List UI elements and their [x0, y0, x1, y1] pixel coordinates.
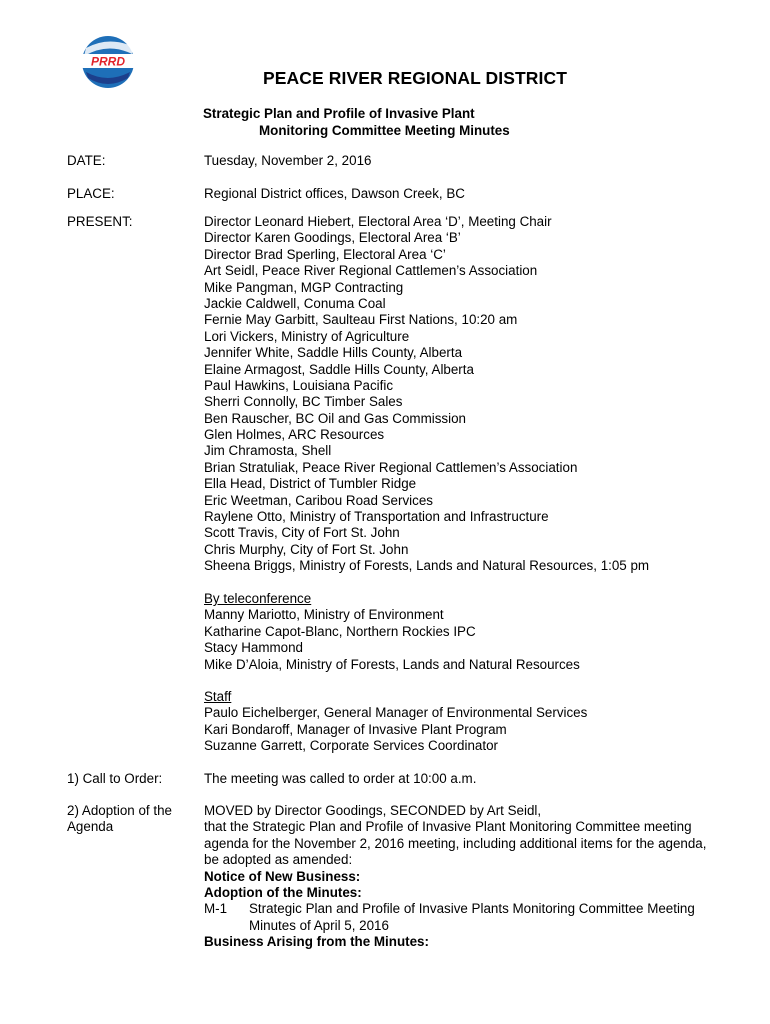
motion-text-line: be adopted as amended: [204, 852, 353, 868]
agenda-item-text: Strategic Plan and Profile of Invasive Plants Monitoring Committee Meeting [249, 901, 695, 917]
attendee: Raylene Otto, Ministry of Transportation and Infrastructure [204, 509, 549, 525]
teleconference-attendee: Katharine Capot-Blanc, Northern Rockies IPC [204, 623, 476, 639]
attendee: Jim Chramosta, Shell [204, 443, 332, 459]
business-arising-heading: Business Arising from the Minutes: [204, 934, 429, 950]
motion-moved: MOVED by Director Goodings, SECONDED by Art Seidl, [204, 803, 542, 818]
attendee: Ben Rauscher, BC Oil and Gas Commission [204, 410, 466, 426]
agenda-item-m1-continued [204, 918, 729, 934]
attendee: Eric Weetman, Caribou Road Services [204, 492, 433, 508]
date-value: Tuesday, November 2, 2016 [204, 153, 372, 168]
attendee: Sheena Briggs, Ministry of Forests, Lands and Natural Resources, 1:05 pm [204, 558, 650, 574]
teleconference-attendee: Manny Mariotto, Ministry of Environment [204, 607, 444, 623]
staff-member: Paulo Eichelberger, General Manager of Environmental Services [204, 705, 588, 721]
attendee: Sherri Connolly, BC Timber Sales [204, 394, 403, 410]
staff-member: Suzanne Garrett, Corporate Services Coordinator [204, 738, 498, 754]
adoption-label [67, 803, 172, 836]
new-business-heading: Notice of New Business: [204, 868, 361, 884]
staff-section [204, 689, 587, 755]
subtitle-line-2: Monitoring Committee Meeting Minutes [259, 123, 510, 138]
adoption-label-line-2: Agenda [67, 819, 114, 835]
teleconference-heading: By teleconference [204, 591, 312, 606]
attendee: Scott Travis, City of Fort St. John [204, 525, 400, 541]
adoption-minutes-heading: Adoption of the Minutes: [204, 884, 362, 900]
adoption-label-line-1: 2) Adoption of the [67, 803, 172, 818]
teleconference-section [204, 591, 580, 673]
agenda-item-m1 [204, 901, 729, 917]
prrd-logo [78, 34, 138, 90]
attendee: Elaine Armagost, Saddle Hills County, Alberta [204, 361, 474, 377]
date-label: DATE: [67, 153, 106, 168]
attendee: Ella Head, District of Tumbler Ridge [204, 476, 417, 492]
call-to-order-label: 1) Call to Order: [67, 771, 163, 786]
prrd-logo-graphic [78, 34, 138, 90]
adoption-motion [204, 803, 729, 951]
attendee: Director Brad Sperling, Electoral Area ‘C’ [204, 246, 446, 262]
logo-text: PRRD [90, 54, 126, 69]
attendee: Jennifer White, Saddle Hills County, Alberta [204, 345, 463, 361]
attendee: Brian Stratuliak, Peace River Regional Cattlemen’s Association [204, 459, 578, 475]
attendee: Mike Pangman, MGP Contracting [204, 279, 404, 295]
call-to-order-text: The meeting was called to order at 10:00 a.m. [204, 771, 477, 786]
motion-text-line: that the Strategic Plan and Profile of Invasive Plant Monitoring Committee meeting [204, 819, 692, 835]
subtitle-line-1: Strategic Plan and Profile of Invasive Plant [203, 106, 475, 121]
attendee: Lori Vickers, Ministry of Agriculture [204, 328, 410, 344]
place-value: Regional District offices, Dawson Creek, BC [204, 186, 465, 201]
attendee: Director Leonard Hiebert, Electoral Area ‘D’, Meeting Chair [204, 214, 552, 229]
present-label: PRESENT: [67, 214, 133, 229]
attendee: Paul Hawkins, Louisiana Pacific [204, 377, 394, 393]
agenda-item-number: M-1 [204, 901, 228, 917]
staff-heading: Staff [204, 689, 232, 704]
present-list [204, 214, 649, 575]
place-label: PLACE: [67, 186, 115, 201]
attendee: Fernie May Garbitt, Saulteau First Nations, 10:20 am [204, 312, 518, 328]
attendee: Glen Holmes, ARC Resources [204, 427, 385, 443]
agenda-item-text: Minutes of April 5, 2016 [249, 917, 389, 933]
attendee: Jackie Caldwell, Conuma Coal [204, 295, 386, 311]
attendee: Chris Murphy, City of Fort St. John [204, 541, 409, 557]
attendee: Director Karen Goodings, Electoral Area ‘B’ [204, 230, 461, 246]
staff-member: Kari Bondaroff, Manager of Invasive Plant Program [204, 721, 507, 737]
teleconference-attendee: Stacy Hammond [204, 640, 303, 656]
organization-name: PEACE RIVER REGIONAL DISTRICT [263, 68, 567, 88]
teleconference-attendee: Mike D’Aloia, Ministry of Forests, Lands and Natural Resources [204, 656, 580, 672]
motion-text-line: agenda for the November 2, 2016 meeting, including additional items for the agenda, [204, 835, 707, 851]
attendee: Art Seidl, Peace River Regional Cattlemen’s Association [204, 263, 538, 279]
